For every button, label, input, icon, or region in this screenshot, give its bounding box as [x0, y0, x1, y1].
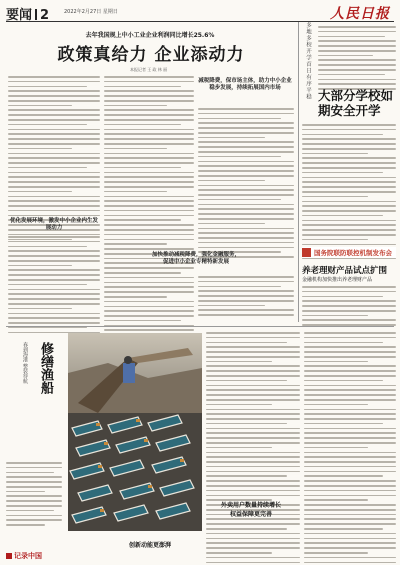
feature-intro [318, 26, 396, 93]
feature-title: 大部分学校如期安全开学 [318, 88, 394, 118]
press-briefing-banner [302, 247, 396, 258]
bottom-story-title-b: 创新动能更澎湃 [128, 542, 171, 549]
lead-column-2 [104, 76, 194, 339]
footer-square-icon [6, 553, 12, 559]
section-divider [6, 326, 394, 327]
bottom-story-title: 外卖用户数量持续增长 [220, 502, 281, 509]
lead-headline: 政策真给力 企业添动力 [57, 45, 245, 65]
banner-square-icon [302, 248, 311, 257]
lead-kicker: 去年我国规上中小工业企业利润同比增长25.6% [85, 32, 215, 39]
story2-title: 养老理财产品试点扩围 [302, 266, 388, 276]
lead-column-3b [198, 276, 294, 319]
lower-column-1 [206, 332, 300, 565]
section-label [6, 4, 49, 23]
newspaper-logo: 人民日报 [330, 6, 390, 22]
masthead [6, 4, 394, 22]
footer-tag-label: 记录中国 [14, 552, 42, 560]
story2-body [302, 286, 396, 329]
page-number: 2 [40, 8, 50, 23]
footer-tag [6, 551, 42, 561]
story2-subtitle: 金融机构加快推出养老理财产品 [302, 277, 373, 283]
bottom-story-subtitle: 权益保障更完善 [229, 511, 272, 518]
center-top-subhead: 减税降费，保市场主体，助力中小企业稳步发展，持续拓展国内市场 [198, 78, 292, 91]
section-name: 要闻 [6, 8, 33, 23]
issue-date: 2022年2月27日 星期日 [64, 9, 118, 15]
banner-label: 国务院联防联控机制发布会 [314, 249, 392, 257]
center-bottom-subhead: 加快推动减税降费，强化金融服务，促进中小企业专精特新发展 [151, 252, 240, 265]
lead-column-1b [8, 236, 100, 336]
column-divider [298, 22, 299, 322]
lead-byline: 本报记者 王 政 林 丽 [130, 67, 168, 72]
feature-vertical-caption: 多地多校开学首日有序平稳 [305, 22, 311, 100]
photo-story-caption: 春到海港 整装待航 [22, 342, 28, 384]
fishing-boats-photo [68, 333, 202, 531]
lower-column-2 [304, 332, 396, 565]
feature-body [302, 124, 396, 263]
section-divider [35, 9, 37, 20]
photo-story-text [6, 462, 62, 529]
left-subhead: 优化发展环境，激发中小企业内生发展动力 [10, 218, 99, 231]
photo-story-title: 修缮渔船 [38, 342, 53, 394]
lead-column-3 [198, 108, 294, 261]
